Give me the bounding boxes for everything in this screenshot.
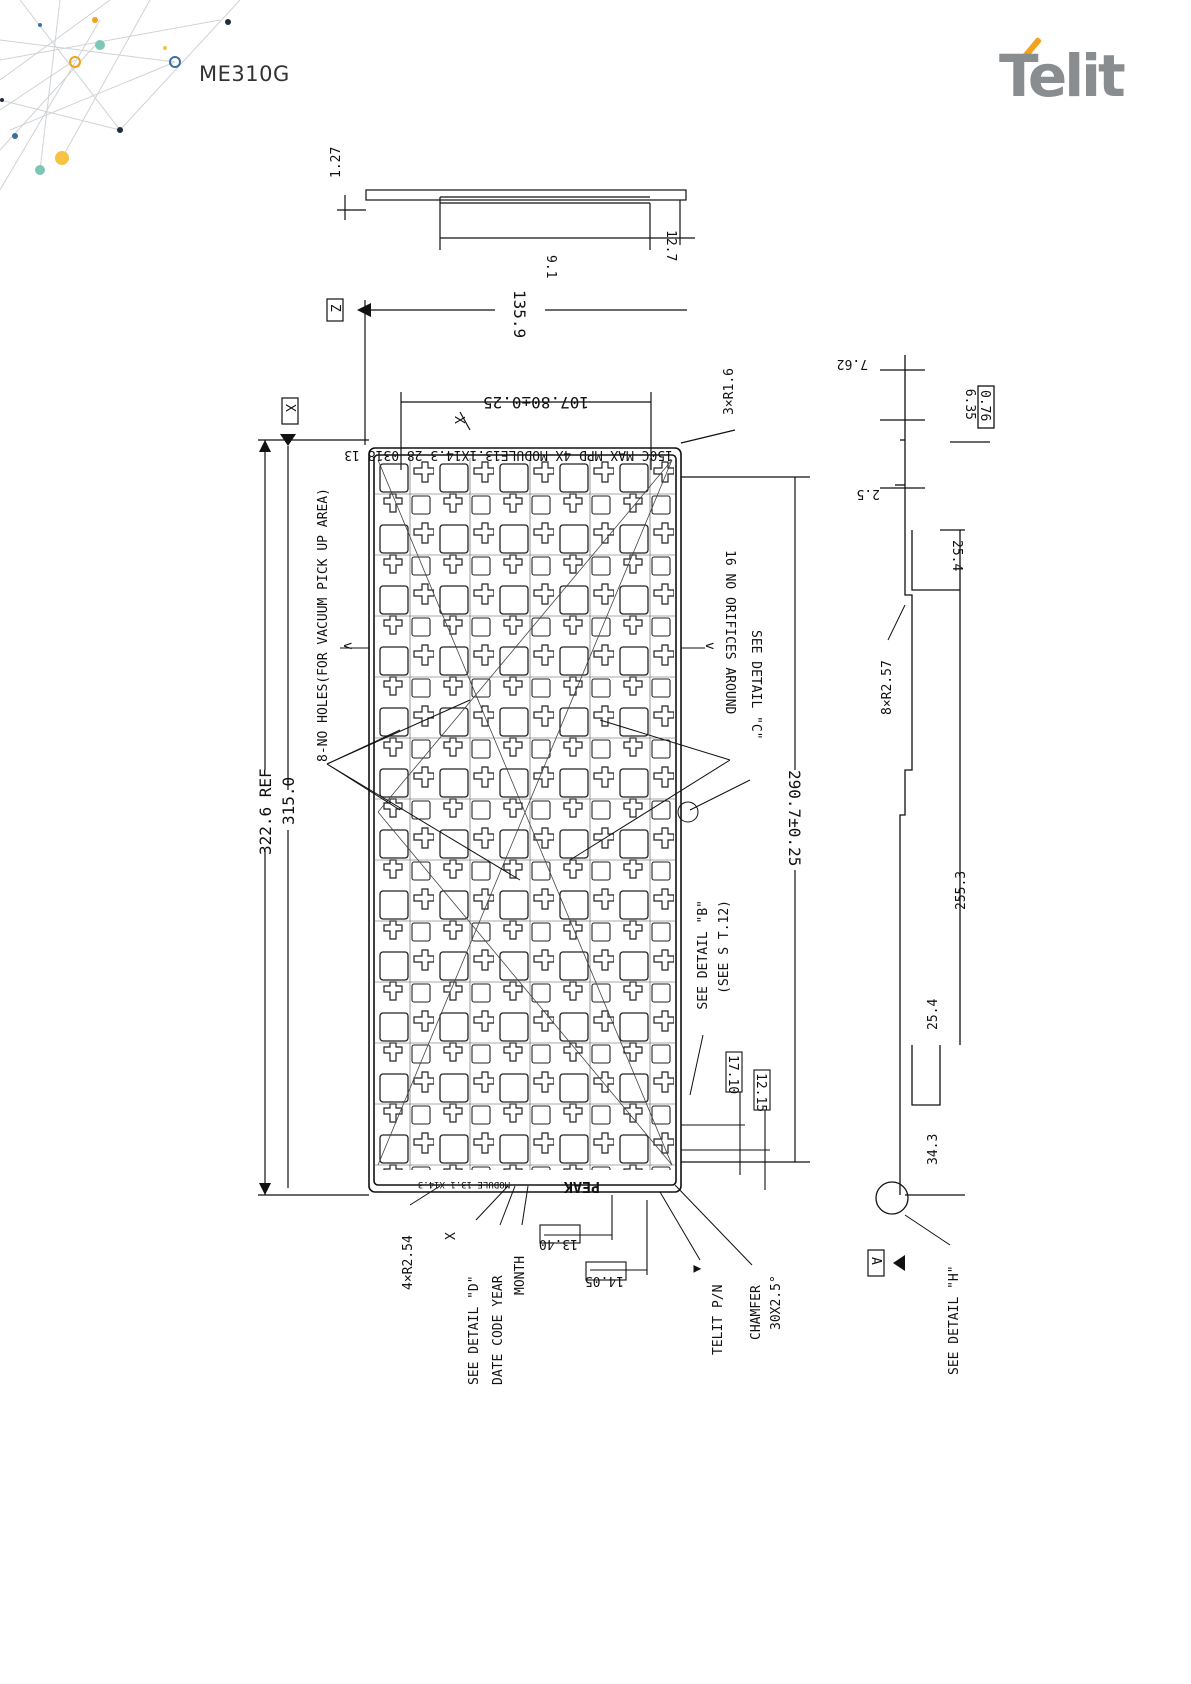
- svg-text:▲: ▲: [690, 1265, 705, 1273]
- slot-radius-note: 8×R2.57: [880, 660, 895, 715]
- dim-length-ref: 322.6 REF: [256, 768, 275, 855]
- detail-h-note: SEE DETAIL "H": [947, 1265, 962, 1375]
- dim-17-10: 17.10: [725, 1055, 740, 1095]
- peak-logo: PEAK: [563, 1178, 600, 1196]
- datum-x-top: X: [451, 416, 466, 424]
- datum-x-left: X: [282, 404, 297, 412]
- end-view: [876, 355, 994, 1214]
- dim-25-4-top: 25.4: [949, 540, 964, 572]
- datum-z: Z: [327, 304, 342, 312]
- chamfer-angle: 30X2.5°: [769, 1275, 784, 1330]
- width-dimension: [327, 299, 687, 445]
- part-number-note: TELIT P/N: [711, 1284, 726, 1355]
- dim-side-length: 9.1: [543, 255, 558, 279]
- product-title: ME310G: [199, 62, 290, 86]
- dim-0-76: 0.76: [977, 390, 992, 422]
- side-view: [337, 190, 695, 250]
- datum-x-bottom: X: [444, 1232, 459, 1240]
- detail-b-note: SEE DETAIL "B": [696, 900, 711, 1010]
- corner-holes-note: 4×R2.54: [401, 1235, 416, 1290]
- dim-pocket-length: 290.7±0.25: [785, 770, 804, 867]
- dim-34-3: 34.3: [926, 1133, 941, 1165]
- corner-radius: 3×R1.6: [722, 368, 737, 415]
- telit-logo: Telit: [999, 42, 1123, 110]
- detail-b-sheet: (SEE S T.12): [717, 900, 732, 994]
- orifices-note: 16 NO ORIFICES AROUND: [722, 550, 737, 715]
- peak-logo-block: [418, 1178, 600, 1196]
- chamfer-note: CHAMFER: [749, 1285, 764, 1340]
- vacuum-holes-note: 8-NO HOLES(FOR VACUUM PICK UP AREA): [316, 488, 331, 762]
- pocket-grid: [374, 458, 676, 1170]
- dim-pocket-width: 107.80±0.25: [483, 393, 589, 412]
- detail-c-note: SEE DETAIL "C": [748, 630, 763, 740]
- dim-13-40: 13.40: [538, 1236, 578, 1251]
- dim-side-top: 1.27: [329, 146, 344, 178]
- dim-2-5: 2.5: [856, 486, 880, 501]
- dim-7-62: 7.62: [836, 356, 868, 371]
- datum-a: A: [868, 1257, 883, 1265]
- month-note: MONTH: [513, 1255, 528, 1295]
- dim-length: 315.0: [279, 776, 298, 825]
- molded-text-bottom: MODULE 13.1 X14.3: [417, 1179, 510, 1189]
- dim-12-15: 12.15: [753, 1073, 768, 1113]
- dim-side-right: 12.7: [663, 230, 678, 262]
- dim-25-4-bottom: 25.4: [926, 998, 941, 1030]
- detail-d-note: SEE DETAIL "D": [467, 1275, 482, 1385]
- molded-text-top: 150C MAX MPD 4X MODULE13.1X14.3 28 0318 13: [344, 447, 673, 462]
- svg-text:v: v: [340, 642, 355, 650]
- dim-255-3: 255.3: [954, 870, 969, 910]
- dim-total-width: 135.9: [510, 290, 529, 339]
- svg-text:v: v: [702, 642, 717, 650]
- date-code-note: DATE CODE YEAR: [491, 1275, 506, 1385]
- dim-6-35: 6.35: [962, 388, 977, 420]
- dim-14-05: 14.05: [584, 1273, 624, 1288]
